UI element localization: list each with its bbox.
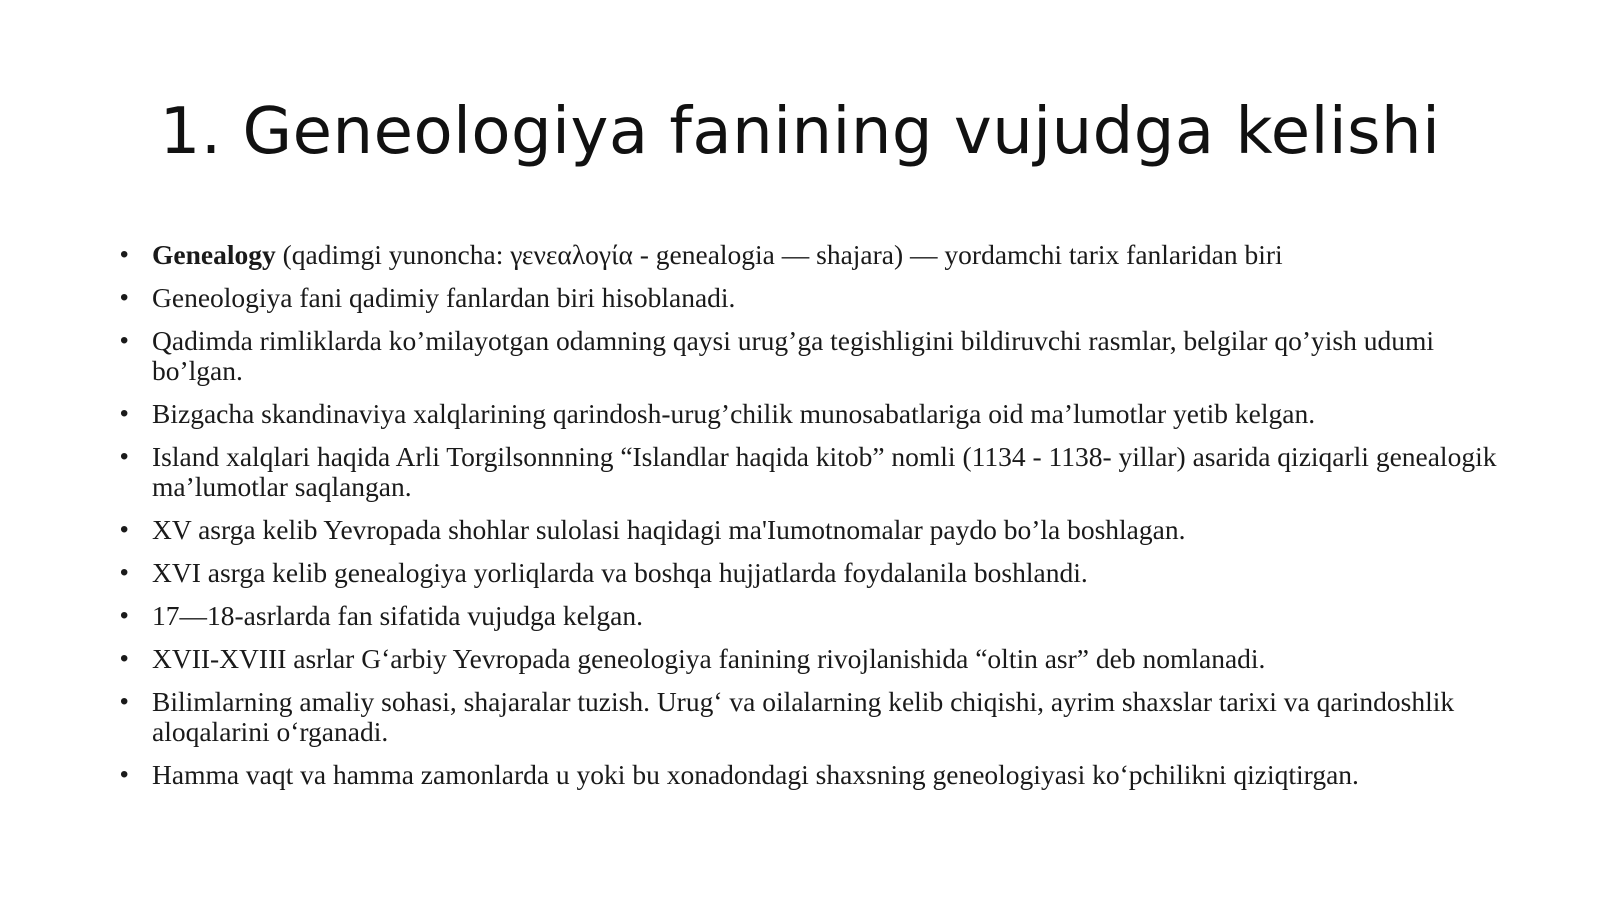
bullet-item-interest [120, 760, 1500, 790]
bullet-text: (qadimgi yunoncha: γενεαλογία - genealogia — shajara) — yordamchi tarix fanlaridan biri [275, 239, 1283, 270]
bullet-item-iceland [120, 442, 1500, 502]
bullet-item-golden-age [120, 644, 1500, 674]
bullet-item-17-18-century [120, 601, 1500, 631]
bullet-icon: • [120, 516, 129, 543]
bullet-list [120, 240, 1500, 803]
bullet-icon: • [120, 559, 129, 586]
bullet-text: XVI asrga kelib genealogiya yorliqlarda va boshqa hujjatlarda foydalanila boshlandi. [152, 557, 1088, 588]
bullet-item-xv-century [120, 515, 1500, 545]
bullet-item-ancient-science [120, 283, 1500, 313]
bullet-bold-term: Genealogy [152, 239, 276, 270]
bullet-icon: • [120, 284, 129, 311]
bullet-icon: • [120, 761, 129, 788]
bullet-icon: • [120, 241, 129, 268]
bullet-text: Qadimda rimliklarda ko’milayotgan odamning qaysi urug’ga tegishligini bildiruvchi rasmlar, belgilar qo’yish udumi bo’lgan. [152, 325, 1434, 386]
bullet-text: Hamma vaqt va hamma zamonlarda u yoki bu xonadondagi shaxsning geneologiyasi ko‘pchilikni qiziqtirgan. [152, 759, 1359, 790]
bullet-item-genealogy-definition [120, 240, 1500, 270]
bullet-text: XVII-XVIII asrlar G‘arbiy Yevropada geneologiya fanining rivojlanishida “oltin asr” deb nomlanadi. [152, 643, 1266, 674]
bullet-icon: • [120, 327, 129, 354]
bullet-icon: • [120, 602, 129, 629]
bullet-text: 17—18-asrlarda fan sifatida vujudga kelgan. [152, 600, 644, 631]
bullet-icon: • [120, 688, 129, 715]
bullet-icon: • [120, 443, 129, 470]
bullet-item-xvi-century [120, 558, 1500, 588]
bullet-text: Bilimlarning amaliy sohasi, shajaralar tuzish. Urug‘ va oilalarning kelib chiqishi, ayrim shaxslar tarixi va qarindoshlik aloqalarini o‘rganadi. [152, 686, 1455, 747]
bullet-item-applied-field [120, 687, 1500, 747]
bullet-item-scandinavian [120, 399, 1500, 429]
bullet-item-roman-custom [120, 326, 1500, 386]
slide-title: 1. Geneologiya fanining vujudga kelishi [159, 95, 1441, 169]
bullet-text: Island xalqlari haqida Arli Torgilsonnning “Islandlar haqida kitob” nomli (1134 - 1138- yillar) asarida qiziqarli genealogik ma’lumotlar saqlangan. [152, 441, 1497, 502]
bullet-text: XV asrga kelib Yevropada shohlar sulolasi haqidagi ma'Iumotnomalar paydo bo’la boshlagan. [152, 514, 1186, 545]
bullet-icon: • [120, 645, 129, 672]
bullet-text: Bizgacha skandinaviya xalqlarining qarindosh-urug’chilik munosabatlariga oid ma’lumotlar yetib kelgan. [152, 398, 1316, 429]
bullet-text: Geneologiya fani qadimiy fanlardan biri hisoblanadi. [152, 282, 736, 313]
bullet-icon: • [120, 400, 129, 427]
